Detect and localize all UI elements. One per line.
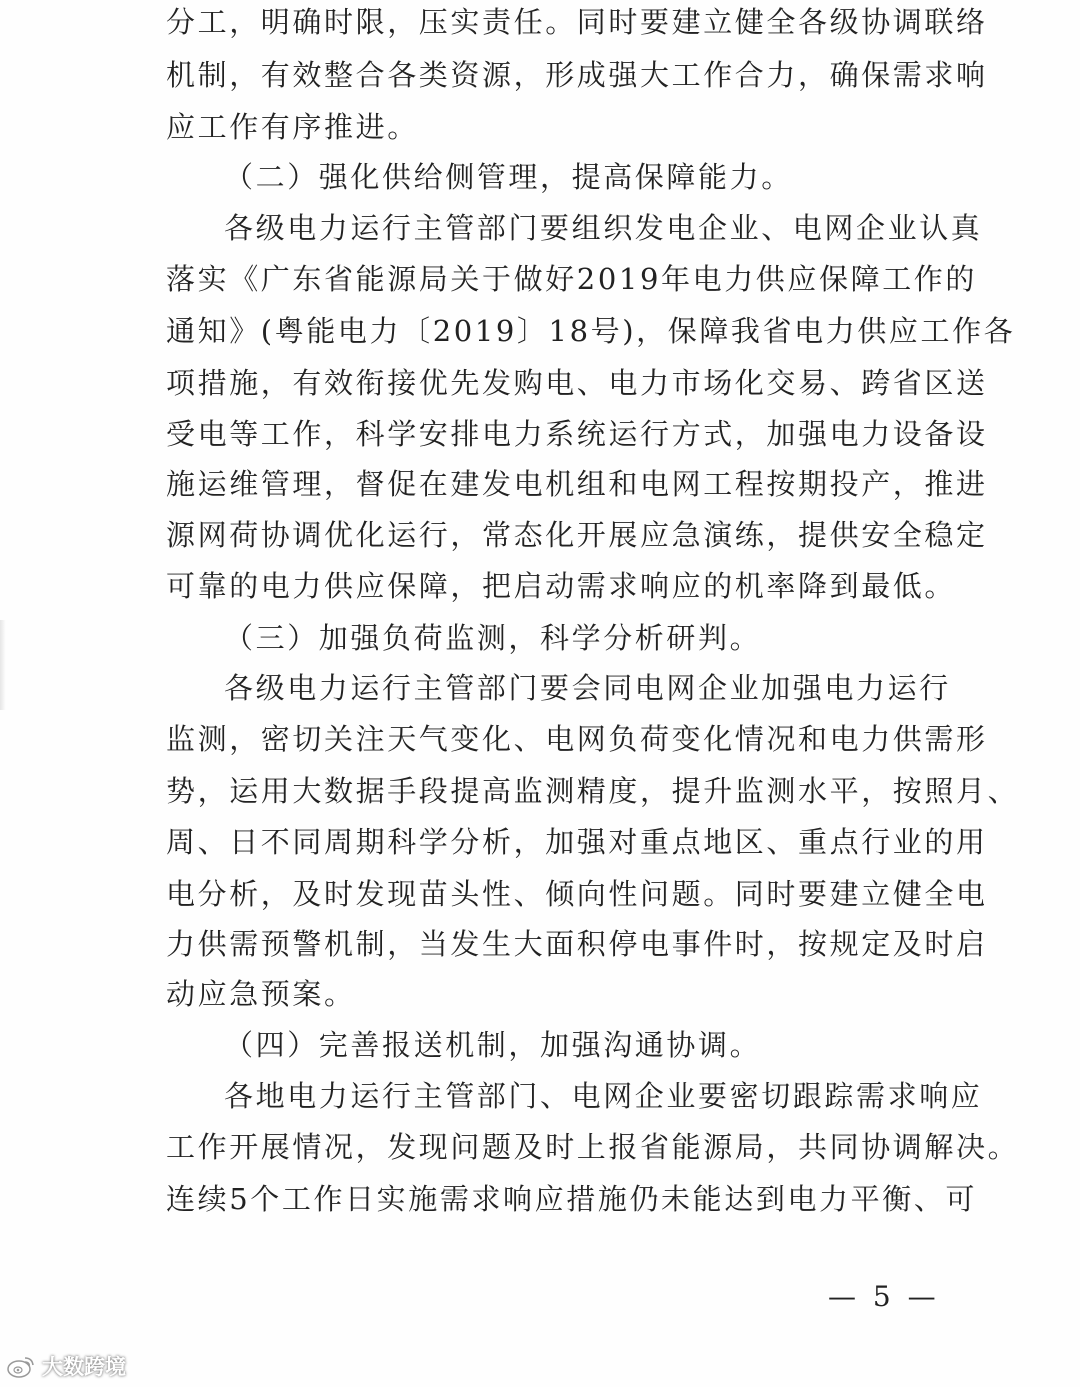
section-heading-2: （二）强化供给侧管理，提高保障能力。	[224, 160, 793, 194]
text-line: 项措施，有效衔接优先发购电、电力市场化交易、跨省区送	[166, 366, 988, 400]
text-line: 应工作有序推进。	[166, 110, 419, 144]
text-line: 通知》(粤能电力〔2019〕18号)，保障我省电力供应工作各	[166, 314, 1016, 348]
page-number: — 5 —	[828, 1280, 940, 1313]
text-line: 施运维管理，督促在建发电机组和电网工程按期投产，推进	[166, 467, 988, 501]
text-line: 源网荷协调优化运行，常态化开展应急演练，提供安全稳定	[166, 518, 988, 552]
text-line: 监测，密切关注天气变化、电网负荷变化情况和电力供需形	[166, 722, 988, 756]
weibo-logo-icon	[6, 1353, 36, 1379]
text-line: 落实《广东省能源局关于做好2019年电力供应保障工作的	[166, 262, 978, 296]
text-line: 周、日不同周期科学分析，加强对重点地区、重点行业的用	[166, 825, 988, 859]
section-heading-4: （四）完善报送机制，加强沟通协调。	[224, 1028, 762, 1062]
text-line: 受电等工作，科学安排电力系统运行方式，加强电力设备设	[166, 417, 988, 451]
scan-edge-shadow	[0, 620, 6, 710]
watermark	[6, 1350, 126, 1382]
text-line: 动应急预案。	[166, 977, 356, 1011]
text-line: 连续5个工作日实施需求响应措施仍未能达到电力平衡、可	[166, 1182, 978, 1216]
text-line: 电分析，及时发现苗头性、倾向性问题。同时要建立健全电	[166, 877, 988, 911]
text-line: 工作开展情况，发现问题及时上报省能源局，共同协调解决。	[166, 1130, 1020, 1164]
paragraph-start: 各地电力运行主管部门、电网企业要密切跟踪需求响应	[224, 1079, 983, 1113]
text-line: 势，运用大数据手段提高监测精度，提升监测水平，按照月、	[166, 774, 1020, 808]
section-heading-3: （三）加强负荷监测，科学分析研判。	[224, 621, 762, 655]
text-line: 力供需预警机制，当发生大面积停电事件时，按规定及时启	[166, 927, 988, 961]
paragraph-start: 各级电力运行主管部门要会同电网企业加强电力运行	[224, 671, 951, 705]
text-line: 可靠的电力供应保障，把启动需求响应的机率降到最低。	[166, 569, 957, 603]
text-line: 机制，有效整合各类资源，形成强大工作合力，确保需求响	[166, 58, 988, 92]
text-line: 分工，明确时限，压实责任。同时要建立健全各级协调联络	[166, 5, 988, 39]
paragraph-start: 各级电力运行主管部门要组织发电企业、电网企业认真	[224, 211, 983, 245]
watermark-text: 大数跨境	[42, 1355, 126, 1379]
